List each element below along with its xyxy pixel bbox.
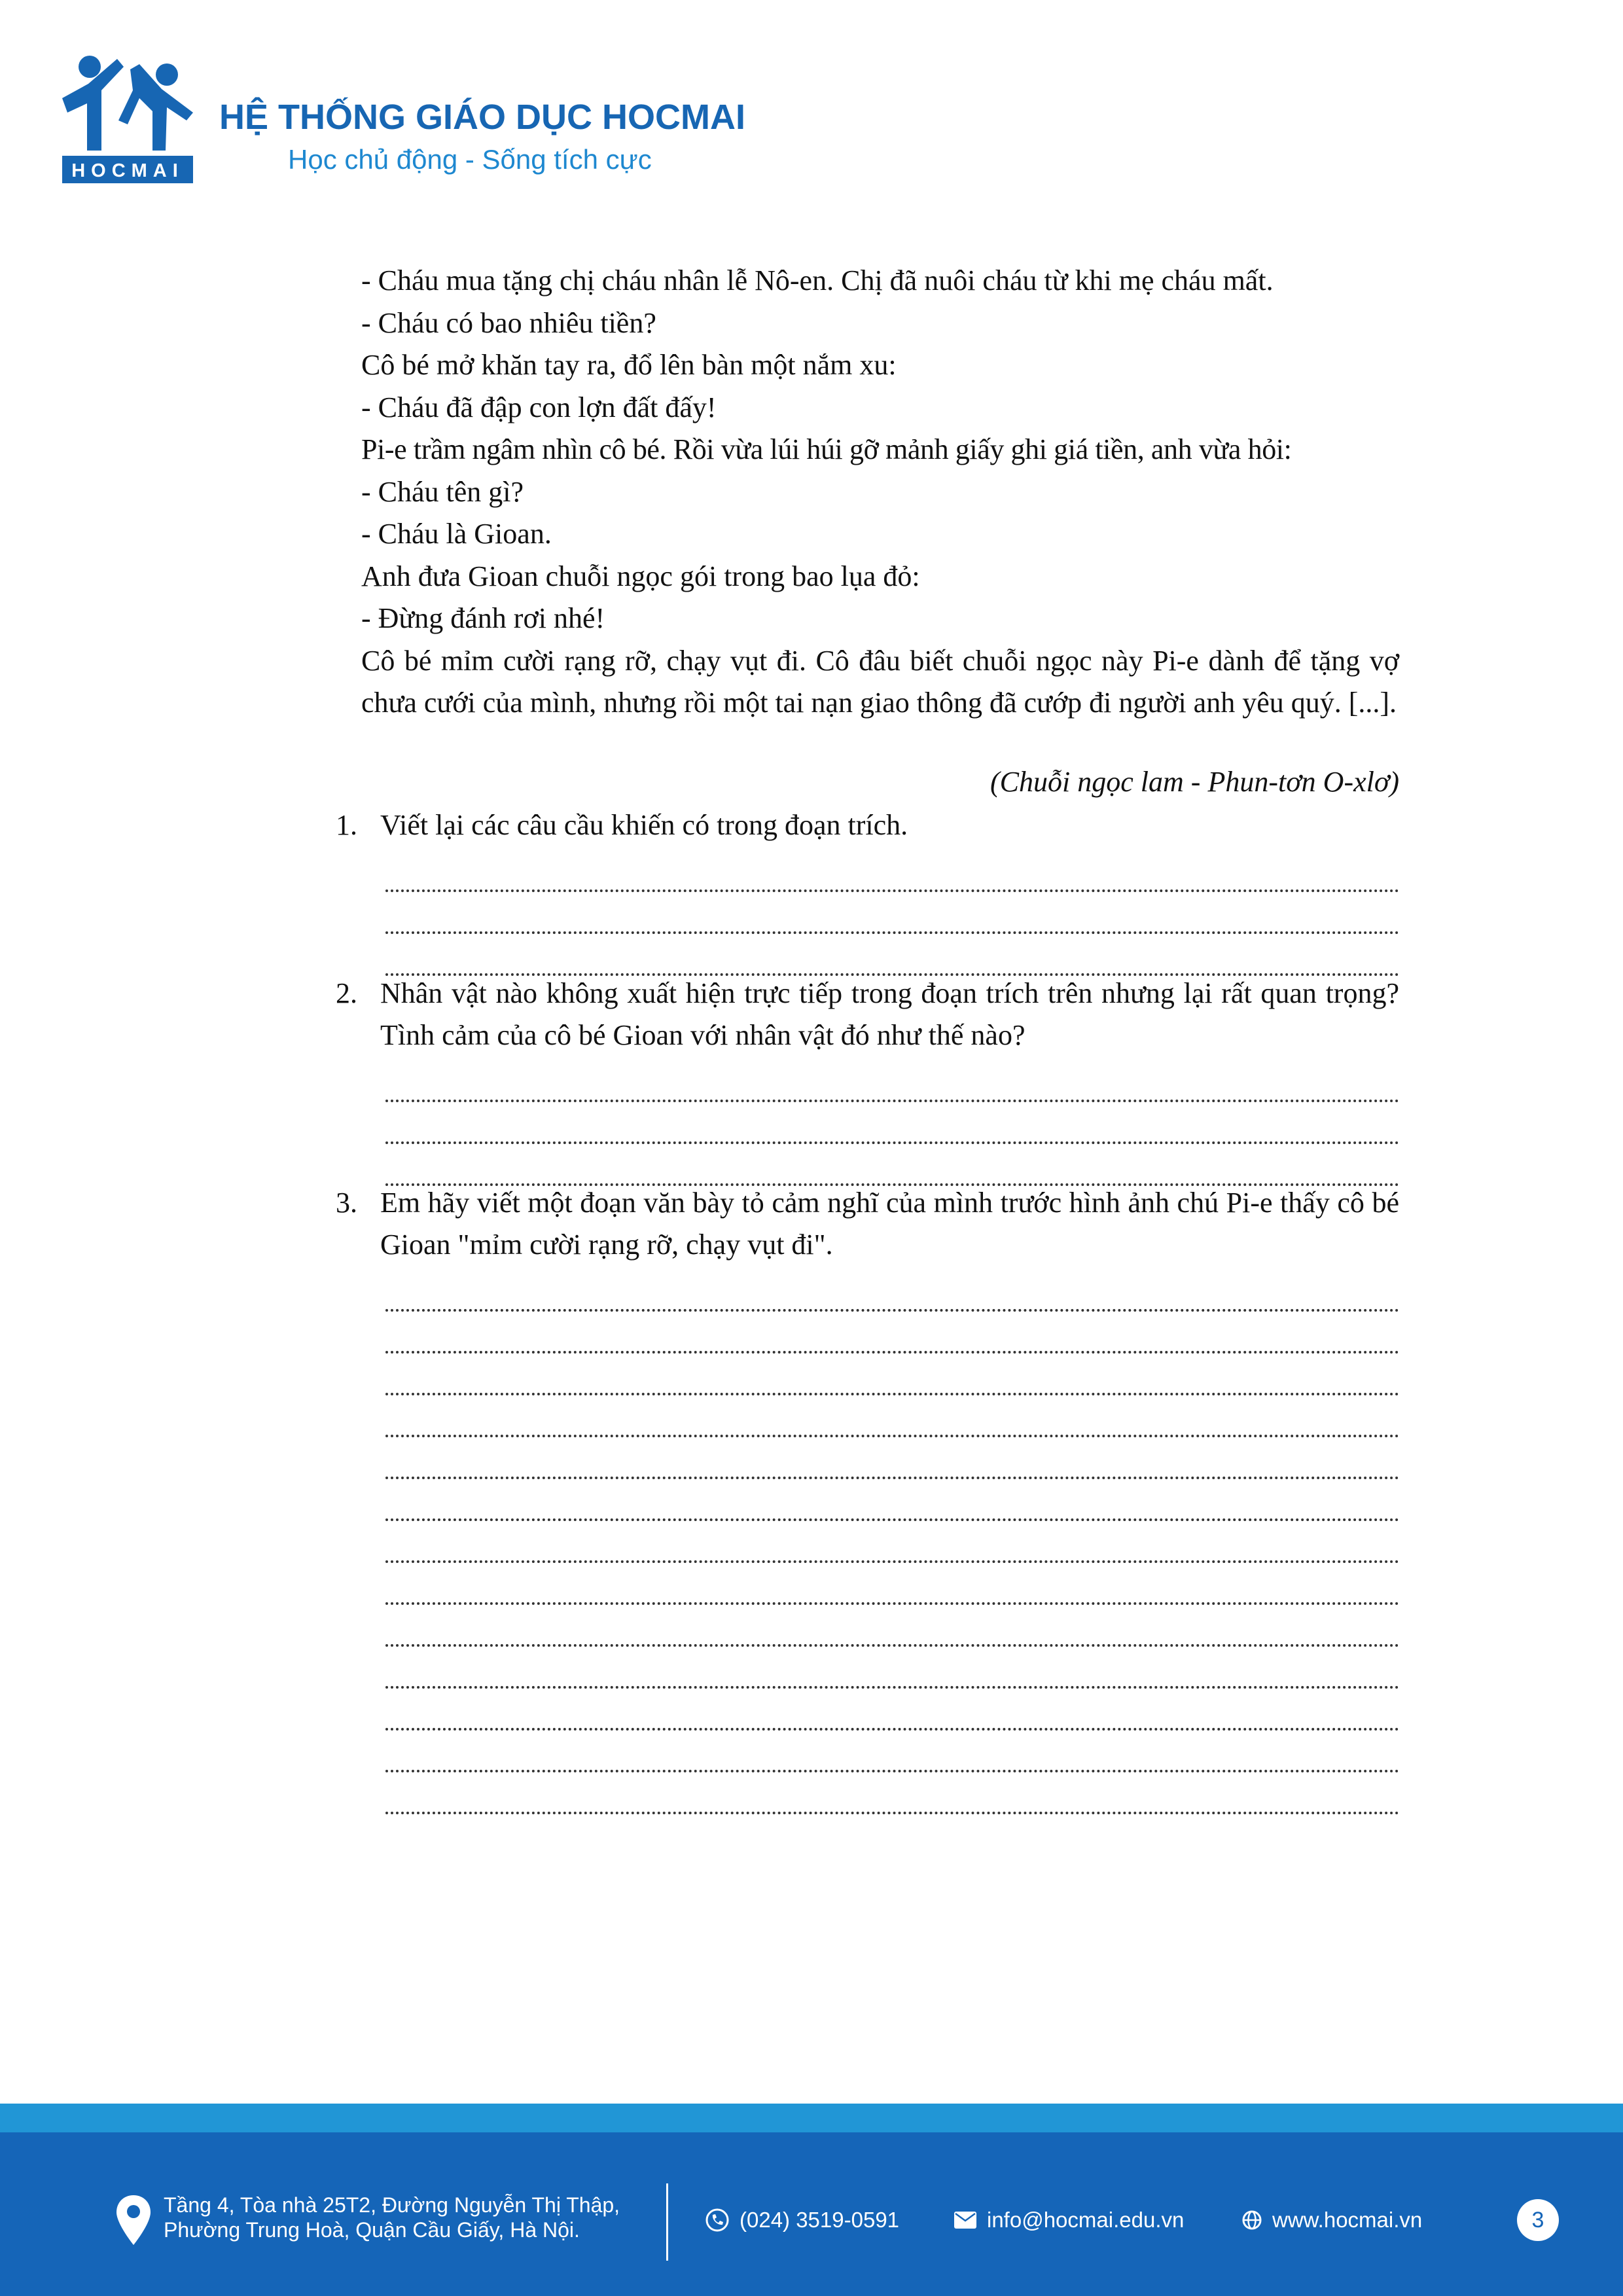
footer-address: [164, 2193, 620, 2242]
answer-line[interactable]: [385, 1270, 1399, 1312]
brand-title: HỆ THỐNG GIÁO DỤC HOCMAI: [219, 98, 745, 137]
footer-email[interactable]: [954, 2207, 1184, 2233]
brand-slogan: Học chủ động - Sống tích cực: [288, 144, 652, 175]
passage-line: - Cháu có bao nhiêu tiền?: [361, 306, 656, 339]
passage-last-paragraph: Cô bé mỉm cười rạng rỡ, chạy vụt đi. Cô đâu biết chuỗi ngọc này Pi-e dành để tặng vợ chưa cưới của mình, nhưng rồi một tai nạn giao thông đã cướp đi người anh yêu quý. [...].: [361, 644, 1399, 719]
passage-line: Anh đưa Gioan chuỗi ngọc gói trong bao lụa đỏ:: [361, 560, 920, 592]
story-passage: [361, 260, 1399, 725]
address-line: Tầng 4, Tòa nhà 25T2, Đường Nguyễn Thị Thập,: [164, 2193, 620, 2217]
answer-line[interactable]: [385, 1144, 1399, 1186]
answer-line[interactable]: [385, 1689, 1399, 1731]
passage-line: - Cháu đã đập con lợn đất đấy!: [361, 391, 717, 423]
email-address: info@hocmai.edu.vn: [987, 2208, 1185, 2232]
answer-lines: [385, 1270, 1399, 1814]
footer-phone[interactable]: [705, 2207, 899, 2233]
footer-divider: [666, 2183, 668, 2261]
hocmai-logo: [62, 52, 196, 183]
logo-text: HOCMAI: [71, 160, 184, 181]
answer-line[interactable]: [385, 1563, 1399, 1605]
passage-source: (Chuỗi ngọc lam - Phun-tơn O-xlơ): [990, 766, 1399, 798]
question-3: [336, 1182, 1399, 1814]
answer-line[interactable]: [385, 1772, 1399, 1814]
mail-icon: [954, 2212, 976, 2229]
answer-line[interactable]: [385, 1731, 1399, 1772]
question-1: [336, 804, 1399, 976]
passage-line: Pi-e trầm ngâm nhìn cô bé. Rồi vừa lúi húi gỡ mảnh giấy ghi giá tiền, anh vừa hỏi:: [361, 433, 1292, 465]
website-url: www.hocmai.vn: [1272, 2208, 1423, 2232]
answer-line[interactable]: [385, 1395, 1399, 1437]
answer-line[interactable]: [385, 850, 1399, 892]
answer-line[interactable]: [385, 934, 1399, 976]
question-number: 3.: [336, 1187, 357, 1219]
answer-line[interactable]: [385, 1647, 1399, 1689]
header: [62, 52, 847, 183]
footer-band: [0, 2104, 1623, 2132]
answer-line[interactable]: [385, 1437, 1399, 1479]
answer-line[interactable]: [385, 1605, 1399, 1647]
passage-line: - Cháu mua tặng chị cháu nhân lễ Nô-en. Chị đã nuôi cháu từ khi mẹ cháu mất.: [361, 264, 1274, 296]
answer-line[interactable]: [385, 1354, 1399, 1395]
location-pin-icon: [116, 2195, 151, 2245]
passage-line: - Cháu tên gì?: [361, 475, 524, 508]
passage-line: - Cháu là Gioan.: [361, 518, 552, 550]
question-2: [336, 973, 1399, 1186]
answer-line[interactable]: [385, 1521, 1399, 1563]
answer-line[interactable]: [385, 1312, 1399, 1354]
answer-line[interactable]: [385, 1102, 1399, 1144]
question-number: 1.: [336, 809, 357, 841]
passage-line: - Đừng đánh rơi nhé!: [361, 602, 605, 634]
question-text: Em hãy viết một đoạn văn bày tỏ cảm nghĩ của mình trước hình ảnh chú Pi-e thấy cô bé Gioan "mỉm cười rạng rỡ, chạy vụt đi".: [380, 1187, 1399, 1261]
answer-lines: [385, 850, 1399, 976]
question-number: 2.: [336, 977, 357, 1009]
address-line: Phường Trung Hoà, Quận Cầu Giấy, Hà Nội.: [164, 2218, 580, 2242]
passage-line: Cô bé mở khăn tay ra, đổ lên bàn một nắm xu:: [361, 349, 897, 381]
footer: [0, 2132, 1623, 2296]
phone-icon: [705, 2208, 729, 2232]
answer-line[interactable]: [385, 892, 1399, 934]
answer-line[interactable]: [385, 1479, 1399, 1521]
phone-number: (024) 3519-0591: [740, 2208, 900, 2232]
answer-line[interactable]: [385, 1060, 1399, 1102]
answer-lines: [385, 1060, 1399, 1186]
footer-website[interactable]: [1242, 2207, 1422, 2233]
page-number: 3: [1517, 2199, 1559, 2241]
question-text: Nhân vật nào không xuất hiện trực tiếp trong đoạn trích trên nhưng lại rất quan trọng? Tình cảm của cô bé Gioan với nhân vật đó như thế nào?: [380, 977, 1399, 1051]
globe-icon: [1242, 2210, 1262, 2230]
question-text: Viết lại các câu cầu khiến có trong đoạn trích.: [380, 809, 908, 841]
